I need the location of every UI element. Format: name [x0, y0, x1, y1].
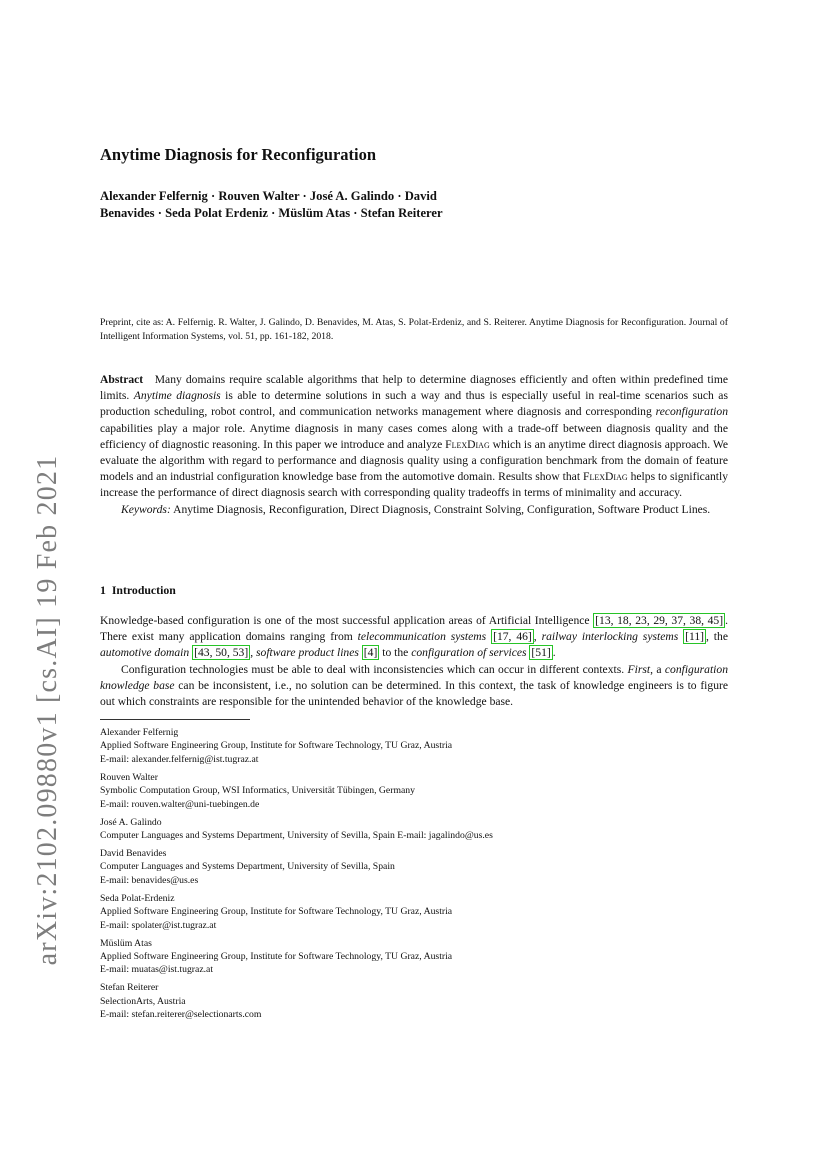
intro-paragraph — [100, 662, 728, 711]
preprint-note: Preprint, cite as: A. Felfernig. R. Walter, J. Galindo, D. Benavides, M. Atas, S. Polat-Erdeniz, and S. Reiterer. Anytime Diagnosis for Reconfiguration. Journal of Intelligent Information Systems, vol. 51, pp. 161-182, 2018. — [100, 317, 728, 342]
affiliation-email: E-mail: spolater@ist.tugraz.at — [100, 919, 217, 931]
abstract-text: is able to determine solutions in such a way and thus is especially useful in real-time scenarios such as production scheduling, robot control, and communication networks management where diagnosis and corresponding — [100, 389, 728, 419]
affiliation-line: Computer Languages and Systems Department, University of Sevilla, Spain E-mail: jagalindo@us.es — [100, 830, 493, 842]
intro-text: , a — [650, 662, 662, 676]
intro-text: Knowledge-based configuration is one of the most successful application areas of Artificial Intelligence — [100, 614, 590, 627]
affiliation-line: Applied Software Engineering Group, Institute for Software Technology, TU Graz, Austria — [100, 951, 453, 963]
introduction-body — [100, 613, 728, 710]
intro-text: can be inconsistent, i.e., no solution can be determined. In this context, the task of knowledge engineers is to figure out which constraints are responsible for the unintended behavior of the knowledge base. — [100, 678, 728, 709]
affiliation-email: E-mail: muatas@ist.tugraz.at — [100, 964, 214, 976]
abstract-text: helps to significantly increase the performance of direct diagnosis search with corresponding quality tradeoffs in terms of minimality and accuracy. — [100, 470, 728, 500]
abstract-emphasis: Anytime diagnosis — [133, 389, 221, 403]
intro-text: , — [250, 646, 254, 660]
author-list — [100, 188, 520, 222]
intro-emphasis: configuration of services — [411, 646, 527, 660]
affiliation-line: Applied Software Engineering Group, Institute for Software Technology, TU Graz, Austria — [100, 906, 453, 918]
affiliation-name: José A. Galindo — [100, 816, 162, 828]
intro-text: . — [552, 646, 556, 660]
abstract-text: which is an anytime direct diagnosis approach. We evaluate the algorithm with regard to performance and diagnosis quality using a configuration benchmark from the domain of feature models and an industrial configuration knowledge base from the automotive domain. Results show that — [100, 437, 728, 484]
affiliation-name: Seda Polat-Erdeniz — [100, 892, 175, 904]
arxiv-sidebar-stamp: arXiv:2102.09880v1 [cs.AI] 19 Feb 2021 — [32, 454, 63, 966]
affiliation-email: E-mail: stefan.reiterer@selectionarts.com — [100, 1009, 262, 1021]
section-heading — [100, 583, 176, 598]
section-title: Introduction — [111, 583, 176, 597]
intro-emphasis: software product lines — [256, 646, 359, 660]
affiliation-name: Rouven Walter — [100, 771, 158, 783]
affiliation-name: Müslüm Atas — [100, 937, 152, 949]
footnote-rule — [100, 719, 250, 720]
intro-emphasis: First — [627, 662, 651, 676]
author-line: Alexander Felfernig · Rouven Walter · José A. Galindo · David — [100, 189, 437, 203]
citation-link[interactable]: [43, 50, 53] — [194, 646, 249, 660]
affiliation-email: E-mail: alexander.felfernig@ist.tugraz.at — [100, 753, 259, 765]
affiliation-line: SelectionArts, Austria — [100, 995, 186, 1007]
abstract-text: capabilities play a major role. Anytime diagnosis in many cases comes along with a trade-off between diagnosis quality and the efficiency of diagnostic reasoning. In this paper we introduce and analyze — [100, 421, 728, 451]
abstract-body — [100, 372, 728, 502]
algorithm-name: FlexDiag — [583, 470, 628, 484]
citation-link[interactable]: [17, 46] — [493, 630, 532, 644]
affiliation-email: E-mail: rouven.walter@uni-tuebingen.de — [100, 798, 260, 810]
intro-text: , the — [706, 630, 728, 644]
abstract-text: Many domains require scalable algorithms that help to determine diagnoses efficiently and often within predefined time limits. — [100, 373, 728, 403]
keywords-text: Anytime Diagnosis, Reconfiguration, Direct Diagnosis, Constraint Solving, Configuration, Software Product Lines. — [173, 502, 711, 516]
citation-link[interactable]: [51] — [531, 646, 551, 660]
affiliation-line: Computer Languages and Systems Department, University of Sevilla, Spain — [100, 861, 395, 873]
affiliation-entry — [100, 847, 728, 887]
affiliation-entry — [100, 892, 728, 932]
affiliation-email: E-mail: benavides@us.es — [100, 874, 199, 886]
affiliation-name: Alexander Felfernig — [100, 727, 179, 738]
affiliation-entry — [100, 816, 728, 843]
affiliation-entry — [100, 981, 728, 1021]
abstract-label: Abstract — [100, 373, 144, 386]
intro-emphasis: railway interlocking systems — [541, 630, 679, 644]
author-line: Benavides · Seda Polat Erdeniz · Müslüm Atas · Stefan Reiterer — [100, 206, 443, 220]
algorithm-name: FlexDiag — [445, 437, 490, 451]
intro-text: Configuration technologies must be able to deal with inconsistencies which can occur in different contexts. — [121, 662, 625, 676]
author-affiliations — [100, 726, 728, 1026]
intro-paragraph — [100, 613, 728, 662]
intro-emphasis: configuration knowledge base — [100, 662, 728, 692]
abstract — [100, 372, 728, 518]
affiliation-name: Stefan Reiterer — [100, 982, 159, 994]
intro-text: . There exist many application domains ranging from — [100, 614, 728, 644]
intro-emphasis: automotive domain — [100, 646, 190, 660]
keywords — [100, 502, 728, 518]
citation-link[interactable]: [4] — [363, 646, 378, 660]
citation-link[interactable]: [13, 18, 23, 29, 37, 38, 45] — [595, 614, 724, 627]
paper-title: Anytime Diagnosis for Reconfiguration — [100, 145, 377, 164]
intro-emphasis: telecommunication systems — [357, 630, 487, 644]
affiliation-entry — [100, 771, 728, 811]
affiliation-name: David Benavides — [100, 848, 167, 860]
section-number: 1 — [100, 583, 106, 597]
intro-text: to the — [382, 646, 409, 660]
keywords-label: Keywords: — [121, 502, 171, 516]
citation-link[interactable]: [11] — [685, 630, 705, 644]
abstract-emphasis: reconfiguration — [655, 405, 728, 419]
affiliation-entry — [100, 726, 728, 766]
affiliation-entry — [100, 937, 728, 977]
affiliation-line: Symbolic Computation Group, WSI Informatics, Universität Tübingen, Germany — [100, 785, 415, 797]
intro-text: , — [533, 630, 537, 644]
affiliation-line: Applied Software Engineering Group, Institute for Software Technology, TU Graz, Austria — [100, 740, 453, 752]
